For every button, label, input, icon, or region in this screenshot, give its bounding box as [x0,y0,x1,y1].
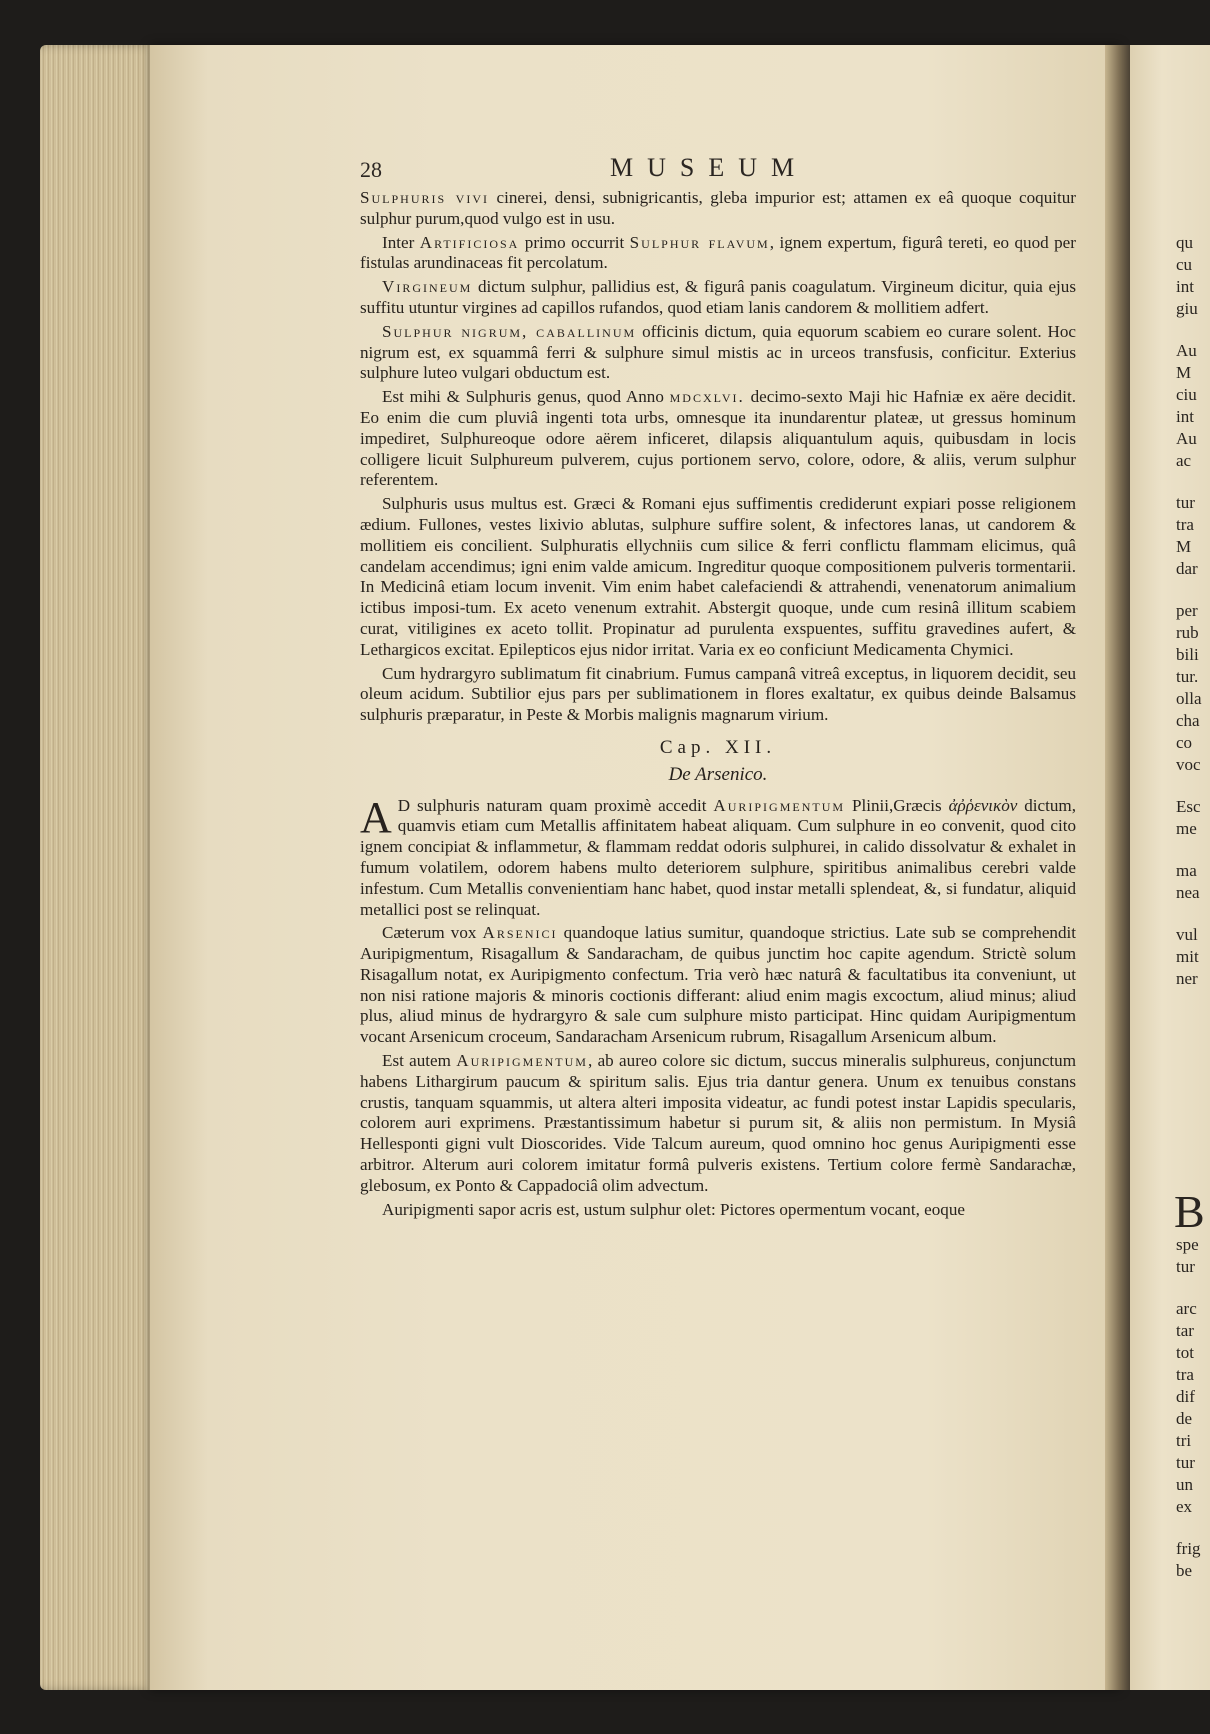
paragraph: Cæterum vox Arsenici quandoque latius sumitur, quandoque strictius. Late sub se comprehendit Auripigmentum, Risagallum & Sandaracham, de quibus junctim hoc capite agendum. Strictè solum Risagallum notat, ex Auripigmento confectum. Tria verò hæc naturâ & facultatibus ita conveniunt, ut non nisi ratione majoris & minoris coctionis differant: aliud enim magis excoctum, aliud minus; aliud plus, aliud minus de hydrargyro & sale cum sulphure misto participat. Hinc quidam Auripigmentum vocant Arsenicum croceum, Sandaracham Arsenicum rubrum, Risagallum Arsenicum album. [360,923,1077,1047]
facing-page-text-fragment: int [1176,277,1194,296]
facing-page-text-fragment: be [1176,1561,1193,1580]
paragraph: Sulphuris usus multus est. Græci & Romani ejus suffimentis crediderunt expiari posse religionem ædium. Fullones, vestes lixivio ablutas, sulphure suffire solent, & infectores lanas, ut candorem & mollitiem eis concilient. Sulphuratis ellychniis cum silice & ferri conflictu flammam elicimus, quâ candelam accendimus; igni enim valde amicum. Ingreditur quoque compositionem pulveris tormentarii. In Medicinâ etiam locum invenit. Vim enim habet calefaciendi & attrahendi, venenatorum animalium ictibus imposi-tum. Ex aceto venenum extrahit. Abstergit quoque, unde cum resinâ illitum scabiem curat, vitiligines ex aceto tollit. Propinatur ad purulenta exspuentes, suffitu gravedines aufert, & Lethargicos excitat. Epilepticos ejus nidor irritat. Varia ex eo conficiunt Medicamenta Chymici. [360,494,1076,659]
running-head [360,153,1160,187]
facing-page-text-fragment: tar [1176,1321,1194,1340]
main-text [360,188,1076,1223]
facing-page-text-fragment: ma [1176,861,1197,880]
facing-page-text-fragment: tur. [1176,667,1199,686]
chapter-heading: Cap. XII. [659,736,777,758]
facing-page-text-fragment: Au [1176,341,1197,360]
facing-page-text-fragment: cu [1176,255,1193,274]
facing-page-text-fragment: ac [1176,451,1192,470]
facing-page-text-fragment: dif [1176,1387,1195,1406]
facing-page-text-fragment: per [1176,601,1198,620]
term: Sulphur nigrum, caballinum [382,321,637,341]
paragraph: A D sulphuris naturam quam proximè accedit Auripigmentum Plinii,Græcis ἀῤῥενικὸν dictum, quamvis etiam cum Metallis affinitatem habeat aliquam. Cum sulphure in eo convenit, quod cito ignem concipiat & inflammetur, & flammam reddat odoris sulphurei, in calido dissolvatur & exhalet in fumum volatilem, odorem habens multo deteriorem sulphure, spiritibus animalibus cerebri valde infestum. Cum Metallis convenientiam hanc habet, quod instar metalli splendeat, &, si fundatur, aliquid metallici post se relinquat. [360,792,1076,919]
facing-page-text-fragment: ciu [1176,385,1197,404]
facing-page-text-fragment: un [1176,1475,1193,1494]
facing-page-text-fragment: frig [1176,1539,1201,1558]
facing-page-text-fragment: voc [1176,755,1201,774]
facing-page-text-fragment: me [1176,819,1197,838]
paragraph: Virgineum dictum sulphur, pallidius est, & figurâ panis coagulatum. Virgineum dicitur, quia ejus suffitu utuntur virgines ad capillos rufandos, quod etiam lanis candorem & mollitiem adfert. [360,277,1076,317]
facing-page-text-fragment: tra [1176,515,1194,534]
facing-page-text-fragment: dar [1176,559,1198,578]
facing-page-text-fragment: tra [1176,1365,1194,1384]
term: Arsenici [482,923,558,943]
facing-page-text-fragment: tri [1176,1431,1192,1450]
page-number: 28 [360,157,382,182]
facing-page-text-fragment: int [1176,407,1194,426]
facing-page-text-fragment: qu [1176,233,1193,252]
gutter-shadow [1105,45,1133,1690]
facing-page-text-fragment: tur [1176,1257,1195,1276]
facing-page-text-fragment: co [1176,733,1193,752]
facing-page-text-fragment: tur [1176,493,1195,512]
term: Sulphur flavum [629,232,770,252]
term: Auripigmentum [456,1051,588,1071]
term: Artificiosa [419,232,520,252]
paragraph: Sulphuris vivi cinerei, densi, subnigricantis, gleba impurior est; attamen ex eâ quoque coquitur sulphur purum,quod vulgo est in usu. [360,188,1076,228]
facing-page-text-fragment: M [1176,537,1192,556]
term: Sulphuris vivi [360,188,489,207]
term: Virgineum [382,277,473,297]
facing-page-text-fragment: cha [1176,711,1200,730]
greek-word: ἀῤῥενικὸν [948,795,1018,815]
term: Auripigmentum [713,795,846,815]
drop-cap: A [360,792,392,842]
facing-page-text-fragment: spe [1176,1235,1199,1254]
facing-page-text-fragment: ex [1176,1497,1193,1516]
facing-page-drop-cap: B [1174,1186,1205,1237]
paragraph: Auripigmenti sapor acris est, ustum sulphur olet: Pictores opermentum vocant, eoque [382,1199,965,1219]
facing-page-text-fragment: mit [1176,947,1199,966]
facing-page-fragment [1130,45,1210,1690]
facing-page-text-fragment: rub [1176,623,1199,642]
paragraph: Est mihi & Sulphuris genus, quod Anno mdcxlvi. decimo-sexto Maji hic Hafniæ ex aëre decidit. Eo enim die cum pluviâ ingenti tota urbs, omnesque ita inundarentur plateæ, ut gressus hominum impediret, Sulphureoque odore aërem inficeret, dilapsis aliquantulum aquis, quibusdam in locis colligere licuit Sulphureum pulverem, cujus portionem servo, colore, odore, & aliis, verum sulphur referentem. [360,387,1076,490]
facing-page-text-fragment: arc [1176,1299,1197,1318]
facing-page-text-fragment: nea [1176,883,1200,902]
facing-page-text-fragment: olla [1176,689,1202,708]
facing-page-text-fragment: bili [1176,645,1199,664]
facing-page-text-fragment: tot [1176,1343,1194,1362]
chapter-title: De Arsenico. [668,763,768,785]
paragraph: Cum hydrargyro sublimatum fit cinabrium. Fumus campanâ vitreâ exceptus, in liquorem decidit, seu oleum acidum. Subtilior ejus pars per sublimationem in flores exaltatur, ex quibus deinde Balsamus sulphuris præparatur, in Peste & Morbis malignis magnarum virium. [360,663,1076,725]
facing-page-text-fragment: vul [1176,925,1198,944]
facing-page-text-fragment: de [1176,1409,1193,1428]
facing-page-text-fragment: ner [1176,969,1198,988]
paragraph: Inter Artificiosa primo occurrit Sulphur flavum, ignem expertum, figurâ tereti, eo quod per fistulas arundinaceas fit percolatum. [360,232,1076,273]
facing-page-text-fragment: giu [1176,299,1198,318]
facing-page-text-fragment: M [1176,363,1192,382]
year: mdcxlvi. [669,387,745,407]
facing-page-text-fragment: Esc [1176,797,1201,816]
facing-page-text-fragment: tur [1176,1453,1195,1472]
facing-page-text-fragment: Au [1176,429,1197,448]
running-title: MUSEUM [610,153,809,182]
paragraph: Est autem Auripigmentum, ab aureo colore sic dictum, succus mineralis sulphureus, conjunctum habens Lithargirum paucum & spiritum salis. Ejus tria dantur genera. Unum ex tenuibus constans crustis, tanquam squammis, ut altera alteri imposita videatur, ac fundi potest instar Lapidis specularis, colorem auri exprimens. Præstantissimum habetur si purum sit, & aliis non permistum. In Mysiâ Hellesponti gigni vult Dioscorides. Vide Talcum aureum, quod omnino hoc genus Auripigmenti esse arbitror. Alterum auri colorem imitatur formâ pulveris existens. Tertium colore fermè Sandarachæ, glebosum, ex Ponto & Cappadociâ olim advectum. [360,1051,1077,1195]
paragraph: Sulphur nigrum, caballinum officinis dictum, quia equorum scabiem eo curare solent. Hoc nigrum est, ex squammâ ferri & sulphure simul mistis ac in urceos transfusis, conficitur. Exterius sulphure luteo vulgari obductum est. [360,321,1077,383]
